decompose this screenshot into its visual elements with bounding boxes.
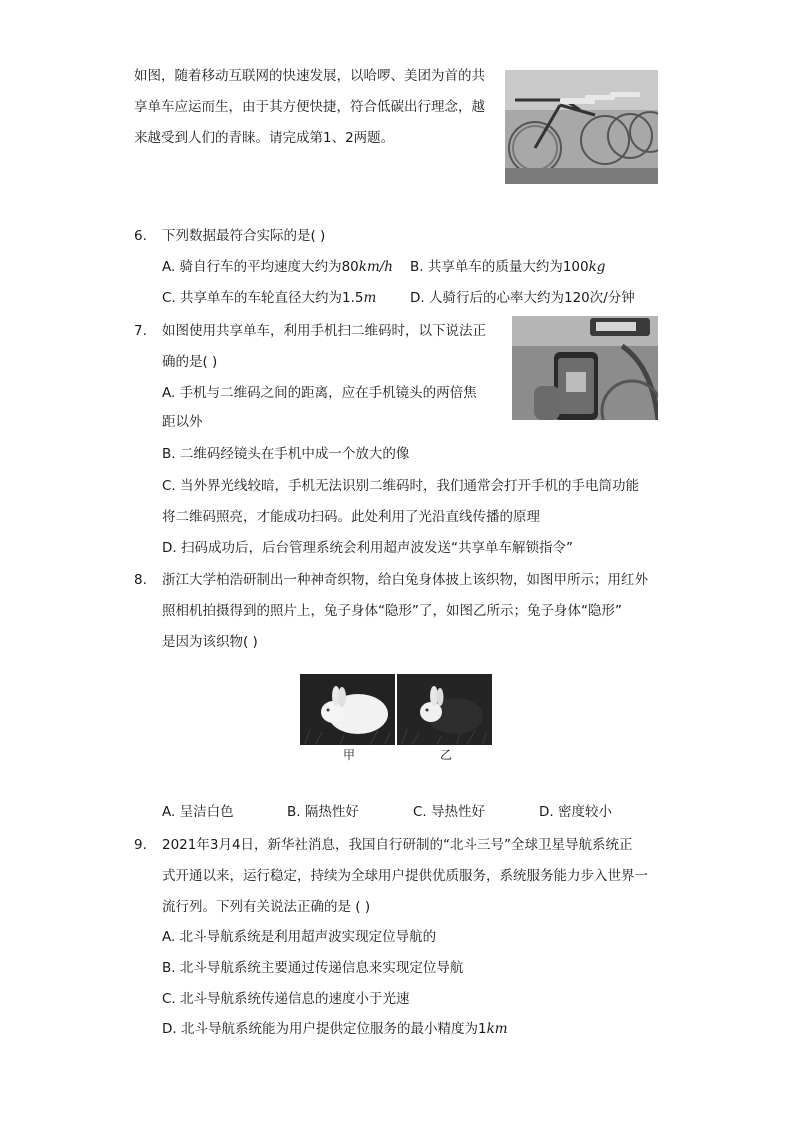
option-c: C. 导热性好 (413, 804, 486, 820)
question-stem-line-1: 如图使用共享单车，利用手机扫二维码时，以下说法正 (162, 323, 486, 339)
rabbit-photo-yi (397, 674, 492, 745)
question-number: 6. (134, 228, 147, 244)
option-c-unit: m (363, 290, 377, 306)
question-stem-line-2: 照相机拍摄得到的照片上，兔子身体“隐形”了，如图乙所示；兔子身体“隐形” (162, 603, 622, 619)
option-d-unit: km (486, 1021, 508, 1037)
question-stem-line-3: 是因为该织物( ) (162, 634, 258, 650)
option-a (162, 257, 393, 277)
option-c: C. 北斗导航系统传递信息的速度小于光速 (162, 991, 410, 1007)
rabbit-photo-jia (300, 674, 395, 745)
option-a-line-1: A. 手机与二维码之间的距离，应在手机镜头的两倍焦 (162, 385, 477, 401)
question-stem: 下列数据最符合实际的是( ) (162, 228, 326, 244)
question-stem-line-3: 流行列。下列有关说法正确的是 ( ) (162, 899, 371, 915)
option-b-text: B. 共享单车的质量大约为100 (410, 259, 589, 275)
option-b (410, 257, 605, 277)
phone-scan-photo (512, 316, 658, 420)
question-stem-line-1: 2021年3月4日，新华社消息，我国自行研制的“北斗三号”全球卫星导航系统正 (162, 837, 633, 853)
shared-bikes-photo (505, 70, 658, 184)
option-a: A. 北斗导航系统是利用超声波实现定位导航的 (162, 929, 437, 945)
option-b: B. 北斗导航系统主要通过传递信息来实现定位导航 (162, 960, 464, 976)
question-stem-line-1: 浙江大学柏浩研制出一种神奇织物，给白兔身体披上该织物，如图甲所示；用红外 (162, 572, 648, 588)
option-d: D. 人骑行后的心率大约为120次/分钟 (410, 290, 635, 306)
option-b: B. 隔热性好 (287, 804, 359, 820)
option-a-line-2: 距以外 (162, 414, 203, 430)
intro-line-1: 如图，随着移动互联网的快速发展，以哈啰、美团为首的共 (134, 68, 485, 84)
question-stem-line-2: 式开通以来，运行稳定，持续为全球用户提供优质服务，系统服务能力步入世界一 (162, 868, 648, 884)
question-number: 9. (134, 837, 147, 853)
option-c-line-2: 将二维码照亮，才能成功扫码。此处利用了光沿直线传播的原理 (162, 509, 540, 525)
intro-line-3: 来越受到人们的青睐。请完成第1、2两题。 (134, 130, 395, 146)
intro-line-2: 享单车应运而生，由于其方便快捷，符合低碳出行理念，越 (134, 99, 485, 115)
option-a-text: A. 骑自行车的平均速度大约为80 (162, 259, 359, 275)
question-number: 8. (134, 572, 147, 588)
caption-jia: 甲 (343, 748, 356, 762)
option-c-text: C. 共享单车的车轮直径大约为1.5 (162, 290, 364, 306)
option-d-text: D. 北斗导航系统能为用户提供定位服务的最小精度为1 (162, 1021, 487, 1037)
option-a-unit: km/h (358, 259, 393, 275)
option-b: B. 二维码经镜头在手机中成一个放大的像 (162, 446, 410, 462)
option-b-unit: kg (588, 259, 606, 275)
caption-yi: 乙 (440, 748, 453, 762)
option-d: D. 扫码成功后，后台管理系统会利用超声波发送“共享单车解锁指令” (162, 540, 573, 556)
option-c-line-1: C. 当外界光线较暗，手机无法识别二维码时，我们通常会打开手机的手电筒功能 (162, 478, 640, 494)
option-d (162, 1019, 508, 1039)
option-c (162, 288, 376, 308)
option-d: D. 密度较小 (539, 804, 612, 820)
question-number: 7. (134, 323, 147, 339)
question-stem-line-2: 确的是( ) (162, 354, 218, 370)
option-a: A. 呈洁白色 (162, 804, 234, 820)
